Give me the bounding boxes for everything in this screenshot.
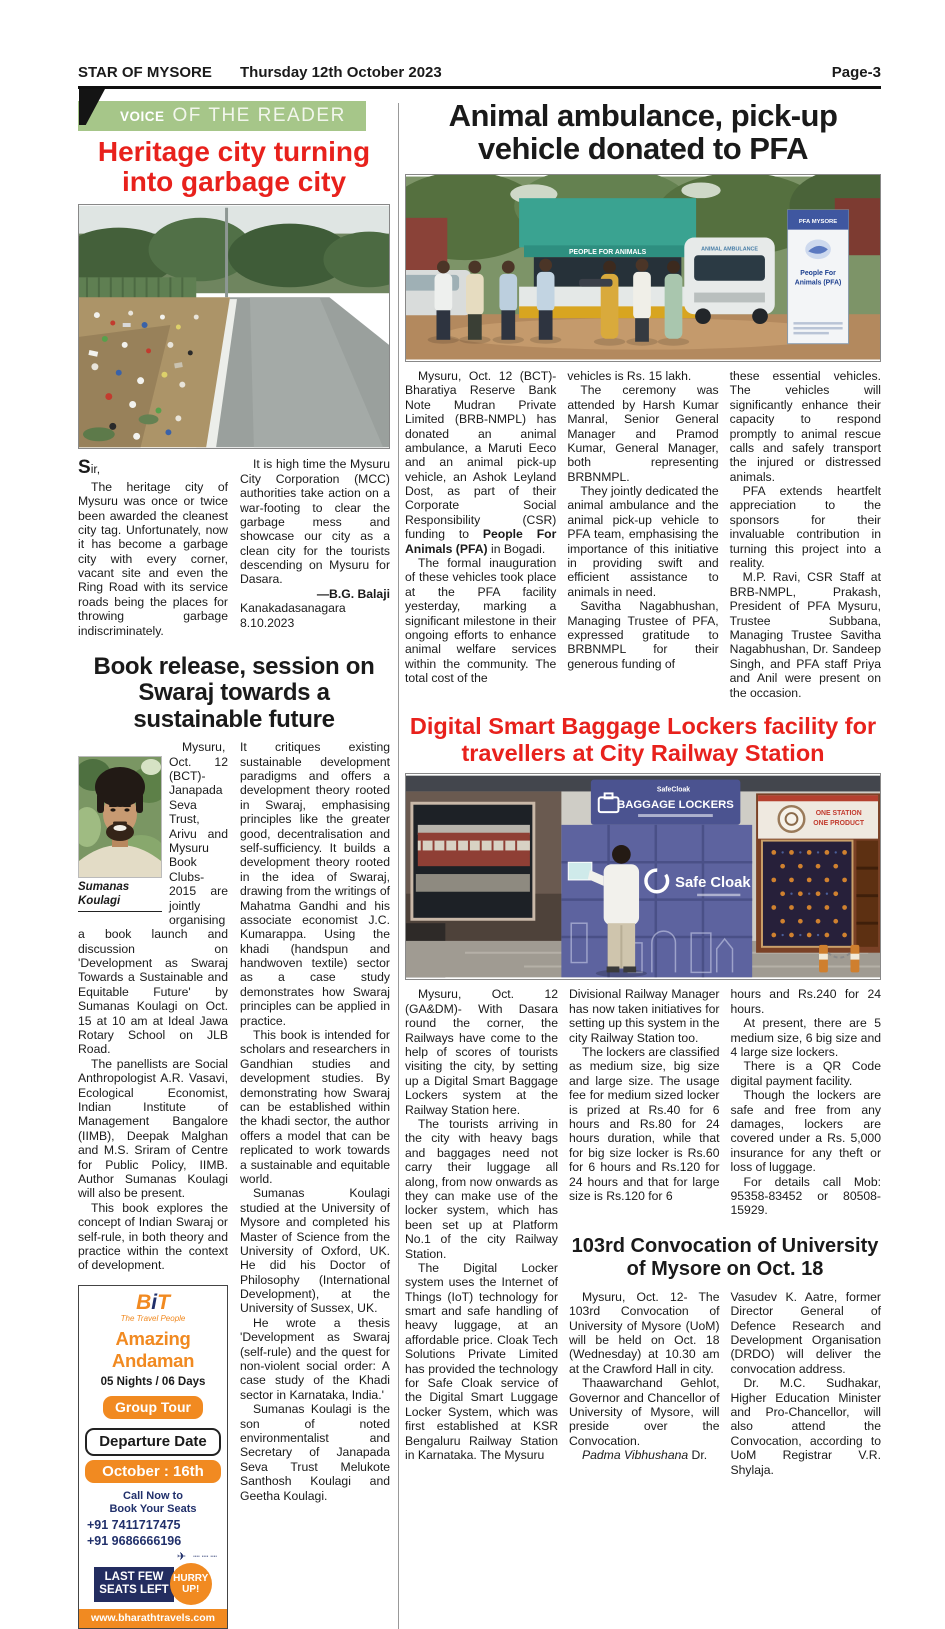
pfa-photo-art [406,175,880,361]
phone-number: +91 7411717475 [87,1517,181,1532]
sign-brand-text: SafeCloak [656,786,691,794]
locker-unit [561,825,752,977]
call-to-action [83,1490,223,1516]
cta-line: Book Your Seats [109,1503,197,1516]
standee-line2-text: Animals (PFA) [794,279,842,287]
plane-icon: ✈ ┈┈┈ [176,1551,219,1564]
lockers-article-headline: Digital Smart Baggage Lockers facility for travellers at City Railway Station [409,712,877,766]
paragraph: The heritage city of Mysuru was once or twice been awarded the cleanest city tag. Unfortunately, now it has become a garbage city with every corner, vacant site and even the Ring Road with its service roads being the places for throwing garbage indiscriminately. [78,479,228,638]
letter-body [78,457,390,638]
paragraph: The ceremony was attended by Harsh Kumar Manral, Senior General Manager and Pramod Kumar, General Manager, both representing BRBNMPL. [567,383,719,484]
paragraph: Divisional Railway Manager has now taken initiatives for setting up this system in the city Railway Station too. [569,987,720,1045]
drop-cap: S [78,457,91,479]
paragraph: Sumanas Koulagi is the son of noted environmentalist and Secretary of Janapada Seva Trust Melukote Santhosh Koulagi and Geetha Koulagi. [240,1402,390,1503]
masthead: STAR OF MYSORE [78,64,212,81]
letter-headline: Heritage city turning into garbage city [97,136,371,197]
van-label-text: ANIMAL AMBULANCE [701,246,758,253]
paragraph: It critiques existing sustainable development paradigms and offers a development theory rooted in Swaraj, emphasising principles like the greater good, decentralisation and self-sufficiency. It builds a development theory rooted in the idea of Swaraj, drawing from the writings of Mahatma Gandhi and his associate economist J.C. Kumarappa. Using the khadi (handspun and handwoven textile) sector as a case study demonstrates how Swaraj principles can be applied in practice. [240,740,390,1028]
paragraph: It is high time the Mysuru City Corporation (MCC) authorities take action on a war-footing to clear the garbage mess and showcase our city as a clean city for the tourists descending on Mysuru for Dasara. [240,457,390,587]
one-station-kiosk [756,794,880,953]
text-run: in Bogadi. [487,541,546,556]
locker-sign [591,780,740,825]
pfa-standee-banner [788,210,849,344]
convocation-body [569,1290,881,1477]
text-run: Dr. [688,1448,708,1463]
animal-article-body [405,369,881,700]
book-article-headline: Book release, session on Swaraj towards a sustainable future [93,653,375,733]
column-divider [398,103,399,1629]
animal-article-headline: Animal ambulance, pick-up vehicle donated to PFA [448,98,838,167]
paragraph: For details call Mob: 95358-83452 or 80508-15929. [730,1174,881,1218]
garbage-street-photo-art [79,205,389,448]
phone-number: +91 9686666196 [87,1534,182,1549]
paragraph: vehicles is Rs. 15 lakh. [567,368,692,383]
badge-line: HURRY [173,1573,209,1585]
paragraph: hours and Rs.240 for 24 hours. [730,987,881,1016]
paragraph: M.P. Ravi, CSR Staff at BRB-NMPL, Prakash, President of PFA Mysuru, Trustee Subbana, Managing Trustee Savitha Nagabhushan, Dr. Sandeep Singh, and PFA staff Priya and Anil were present on the occasion. [729,570,881,700]
paragraph [569,1448,720,1462]
page-header [78,64,881,89]
cta-line: Call Now to [123,1490,183,1503]
ad-title: Amazing Andaman [111,1328,195,1371]
paragraph: PFA extends heartfelt appreciation to the sponsors for their invaluable contribution in turning this project into a reality. [729,484,881,571]
lockers-article-body [405,987,881,1477]
letter-column-1 [78,457,228,638]
travel-advertisement [78,1285,228,1629]
page-number: Page-3 [831,64,881,81]
tour-duration: 05 Nights / 06 Days [100,1375,206,1388]
convocation-headline: 103rd Convocation of University of Mysore on Oct. 18 [571,1234,879,1281]
paragraph: He wrote a thesis 'Development as Swaraj (self-rule) and the quest for non-violent social order: A case study of the Khadi sector in Karnataka, India.' [240,1315,390,1402]
paragraph: At present, there are 5 medium size, 6 big size and 4 large size lockers. [730,1016,881,1060]
paragraph: Sumanas Koulagi studied at the University of Mysore and completed his Master of Science from the University of Oxford, UK. He did his Doctor of Philosophy (International Development), at the University of Sussex, UK. [240,1186,390,1316]
paragraph: Dr. M.C. Sudhakar, Higher Education Minister and Pro-Chancellor, will also attend the Convocation, according to UoM Registrar V.R. Shylaja. [730,1376,881,1477]
departure-label: Departure Date [85,1428,221,1456]
text-run-italic: Padma Vibhushana [582,1448,689,1463]
letter-signature: —B.G. Balaji [316,586,390,601]
paragraph: these essential vehicles. The vehicles will significantly enhance their capacity to respond promptly to animal rescue calls and safely transport the injured or distressed animals. [729,368,881,484]
paragraph: This book is intended for scholars and researchers in Gandhian studies and development studies. By demonstrating how Swaraj can be established within the khadi sector, the author offers a model that can be replicated to work towards a sustainable and equitable world. [240,1028,390,1186]
logo-tagline: The Travel People [120,1313,186,1323]
paragraph: Mysuru, Oct. 12- The 103rd Convocation of University of Mysore (UoM) will be held on Oct. 18 (Wednesday) at 10.30 am at the Crawford Hall in city. [569,1289,720,1376]
text-run: Mysuru, Oct. 12 (BCT)- Bharatiya Reserve Bank Note Mudran Private Limited (BRB-NMPL) has donated an animal ambulance, a Maruti Eeco and an animal pick-up vehicle, an Ashok Leyland Dost, as part of their Corporate Social Responsibility (CSR) funding to [405,368,557,542]
photo-caption: Sumanas Koulagi [78,878,162,912]
badge-line: UP! [182,1584,200,1596]
page-body [78,99,881,1629]
lockers-right-columns [569,987,881,1477]
lockers-column-2 [569,987,720,1217]
locker-brand-text: Safe Cloak [675,875,751,892]
garbage-street-photo [78,204,390,449]
paragraph: Thaawarchand Gehlot, Governor and Chancellor of University of Mysore, will preside over the Convocation. [569,1376,720,1448]
standee-header-text: PFA MYSORE [798,218,838,225]
pfa-vehicle-handover-photo [405,174,881,362]
standee-line1-text: People For [800,269,836,277]
banner-word-voice: VOICE [120,108,165,124]
paragraph: There is a QR Code digital payment facility. [730,1059,881,1088]
animal-column-3 [730,369,881,700]
truck-banner-text: PEOPLE FOR ANIMALS [568,249,647,257]
badge-line: LAST FEW [104,1570,164,1583]
animal-column-2 [567,369,718,700]
lockers-columns-2-3 [569,987,881,1217]
paragraph: Vasudev K. Aatre, former Director General of Defence Research and Development Organisation (DRDO) will deliver the convocation address. [730,1289,881,1376]
book-column-2 [240,740,390,1628]
departure-date: October : 16th [85,1460,221,1484]
kiosk-line2-text: ONE PRODUCT [813,820,865,828]
animal-column-1 [405,369,556,700]
kiosk-line1-text: ONE STATION [815,810,862,818]
letter-salutation [78,457,228,479]
advertiser-website: www.bharathtravels.com [79,1609,227,1627]
salutation-rest: ir, [90,462,101,477]
left-section [78,99,390,1629]
paragraph: Though the lockers are safe and free from any damages, lockers are covered under a Rs. 5,000 insurance for any theft or loss of luggage. [730,1088,881,1175]
paragraph: The tourists arriving in the city with heavy bags and baggages need not carry their luggage all along, from now onwards as they can make use of the locker system, which has been set up at Platform No.1 of the city Railway Station. [405,1117,558,1261]
paragraph: The lockers are classified as medium size, big size and large size. The usage fee for medium sized locker is prized at Rs.40 for 6 hours and Rs.80 for 24 hours duration, while that for big size locker is Rs.60 for 6 hours and Rs.120 for 24 hours and that for large size is Rs.120 for 6 [569,1045,720,1203]
last-few-seats-badge [94,1567,173,1603]
right-section [405,99,881,1629]
portrait-art [78,756,162,878]
lockers-column-3 [731,987,882,1217]
paragraph: This book explores the concept of Indian Swaraj or self-rule, in both theory and practice within the context of development. [78,1200,228,1273]
book-article-body [78,740,390,1628]
paragraph: The panellists are Social Anthropologist A.R. Vasavi, Ecological Economist, Indian Institute of Management Bangalore (IIMB), Deepak Malghan and M.S. Sriram of Centre for Public Policy, IIMB. Author Sumanas Koulagi will also be present. [78,1056,228,1201]
book-column-1 [78,740,228,1628]
banner-corner-flag-icon [79,89,105,125]
baggage-lockers-photo [405,773,881,980]
convocation-column-1 [569,1290,720,1477]
banner-word-rest: OF THE READER [172,105,346,126]
sumanas-koulagi-photo [78,756,162,912]
issue-date: Thursday 12th October 2023 [240,64,442,81]
letter-column-2 [240,457,390,638]
lockers-column-1 [405,987,558,1477]
text-run-bold: People For Animals (PFA) [405,527,557,556]
advertiser-logo [83,1292,223,1313]
letter-date: 8.10.2023 [240,615,295,630]
logo-letter: B [136,1290,152,1314]
paragraph: Mysuru, Oct. 12 (BCT)- Janapada Seva Trust, Arivu and Mysuru Book Clubs-2015 are jointly organising a book launch and discussion on 'Development as Swaraj Towards a Sustainable and Equitable Future' by Sumanas Koulagi on Oct. 15 at 10 am at Ideal Jawa Rotary School on JLB Road. [78,740,228,1057]
paragraph [405,369,556,556]
paragraph: They jointly dedicated the animal ambulance and the animal pick-up vehicle to PFA team, emphasising the importance of this initiative in providing swift and efficient assistance to animals in need. [567,484,719,599]
badge-line: SEATS LEFT [99,1584,169,1597]
logo-letter: T [157,1290,170,1314]
paragraph: Mysuru, Oct. 12 (GA&DM)- With Dasara round the corner, the Railways have come to the help of scores of tourists visiting the city, by setting up a Digital Smart Baggage Lockers system at the Railway Station here. [405,987,558,1117]
group-tour-badge: Group Tour [103,1396,203,1419]
logo-letter: i [151,1290,158,1314]
urgency-badges [83,1563,223,1605]
letter-place: Kanakadasanagara [240,601,346,616]
paragraph: The Digital Locker system uses the Internet of Things (IoT) technology for smart and safe handling of heavy luggage, at an affordable price. Cloak Tech Solutions Private Limited has provided the technology for Safe Cloak service of the Digital Smart Luggage Locker System, which was first established at KSR Bengaluru Railway Station in Karnataka. The Mysuru [405,1260,558,1462]
paragraph: The formal inauguration of these vehicles took place at the PFA facility yesterday, marking a significant milestone in their ongoing efforts to enhance animal welfare services within the community. The total cost of the [405,556,557,686]
lockers-photo-art [406,774,880,979]
sign-main-text: BAGGAGE LOCKERS [617,799,734,812]
paragraph: Savitha Nagabhushan, Managing Trustee of PFA, expressed gratitude to BRBNMPL for their generous funding of [567,599,719,671]
hurry-up-badge [170,1563,212,1605]
voice-of-the-reader-banner [78,101,366,131]
convocation-column-2 [731,1290,882,1477]
